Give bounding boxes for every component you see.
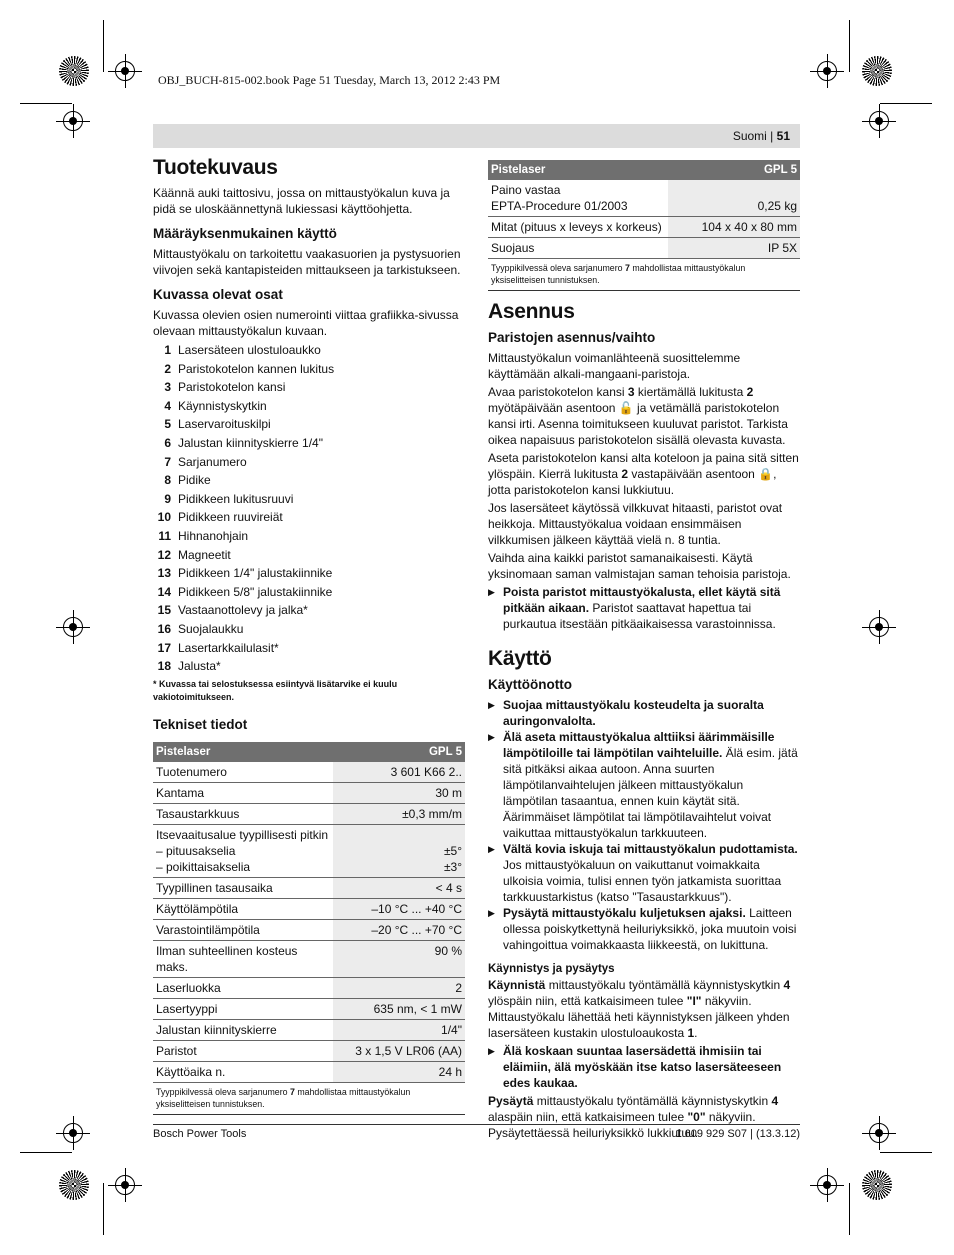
table-note: Tyyppikilvessä oleva sarjanumero 7 mahdollistaa mittaustyökalun yksiselitteisen tunnistuksen. — [488, 259, 800, 291]
subheading: Käyttöönotto — [488, 677, 572, 692]
crop-mark — [849, 20, 850, 72]
crop-mark — [880, 1152, 932, 1153]
parts-list-item: 4 Käynnistyskytkin — [164, 398, 267, 413]
table-row: Ilman suhteellinen kosteus maks. 90 % — [153, 940, 465, 977]
registration-star-icon — [59, 56, 89, 86]
parts-list-item: 13 Pidikkeen 1/4" jalustakiinnike — [157, 566, 333, 581]
parts-list-item: 14 Pidikkeen 5/8" jalustakiinnike — [157, 584, 333, 599]
section-title: Käyttö — [488, 647, 552, 670]
parts-list-item: 18 Jalusta* — [157, 659, 221, 674]
table-body — [488, 180, 800, 259]
header-separator: | — [766, 129, 777, 143]
registration-mark-icon — [869, 111, 889, 131]
crop-mark — [20, 103, 72, 104]
registration-mark-icon — [63, 111, 83, 131]
registration-mark-icon — [115, 61, 135, 81]
warning-item: ▶ Poista paristot mittaustyökalusta, ellet käytä sitä pitkään aikaan. Paristot saattavat hapettua tai purkautua itsestään pitkäaikaisessa varastoinnissa. — [488, 585, 781, 631]
registration-star-icon — [862, 56, 892, 86]
registration-star-icon — [862, 1170, 892, 1200]
page-number: 51 — [776, 129, 790, 143]
registration-star-icon — [59, 1170, 89, 1200]
parts-list-item: 7 Sarjanumero — [164, 454, 247, 469]
parts-list-item: 3 Paristokotelon kansi — [164, 380, 286, 395]
bullet-arrow-icon: ▶ — [488, 908, 495, 918]
table-header: GPL 5 — [333, 742, 465, 762]
table-row: Käyttölämpötila –10 °C ... +40 °C — [153, 898, 465, 919]
parts-list-item: 2 Paristokotelon kannen lukitus — [164, 361, 335, 376]
paragraph: Mittaustyökalu on tarkoitettu vaakasuorien ja pystysuorien viivojen sekä kantapisteiden mittaukseen ja tarkistukseen. — [153, 247, 461, 277]
parts-list-item: 10 Pidikkeen ruuvireiät — [157, 510, 283, 525]
subheading: Paristojen asennus/vaihto — [488, 330, 656, 345]
right-column — [488, 160, 800, 1143]
parts-list-item: 8 Pidike — [164, 473, 211, 488]
bullet-arrow-icon: ▶ — [488, 1046, 495, 1056]
subheading: Kuvassa olevat osat — [153, 287, 283, 302]
parts-list — [153, 341, 465, 676]
paragraph: Pysäytä mittaustyökalu työntämällä käynnistyskytkin 4 alaspäin niin, että katkaisimeen tulee "0" näkyviin. Pysäytettäessä heiluriyksikkö lukkiutuu. — [488, 1094, 779, 1140]
tech-data-table-continued — [488, 160, 800, 259]
crop-mark — [880, 103, 932, 104]
table-row: Tuotenumero 3 601 K66 2.. — [153, 762, 465, 783]
table-header: GPL 5 — [668, 160, 800, 180]
table-row: Mitat (pituus x leveys x korkeus) 104 x 40 x 80 mm — [488, 217, 800, 238]
registration-mark-icon — [63, 1123, 83, 1143]
warning-item: ▶ Suojaa mittaustyökalu kosteudelta ja suoralta auringonvalolta. — [488, 698, 764, 728]
registration-mark-icon — [63, 617, 83, 637]
table-row: Jalustan kiinnityskierre 1/4" — [153, 1019, 465, 1040]
table-row: Laserluokka 2 — [153, 977, 465, 998]
warning-item: ▶ Älä koskaan suuntaa lasersädettä ihmisiin tai eläimiin, älä myöskään itse katso lasersäteeseen edes kaukaa. — [488, 1044, 782, 1090]
page-footer — [153, 1124, 800, 1140]
warning-item: ▶ Älä aseta mittaustyökalua alttiiksi äärimmäisille lämpötiloille tai lämpötilan vaihteluille. Älä esim. jätä sitä pitkäksi aikaa autoon. Anna suurten lämpötilanvaihtelujen jälkeen mittaustyökalun lämpötilan tasaantua, ennen kuin käytät sitä. Äärimmäiset lämpötilat tai lämpötilavaihtelut voivat vaikuttaa mittaustyökalun tarkkuuteen. — [488, 730, 798, 840]
warning-item: ▶ Pysäytä mittaustyökalu kuljetuksen ajaksi. Laitteen ollessa poiskytkettynä heiluriyksikkö, joka muutoin voisi vahingoittua voimakkaasta liikkeestä, on lukittuna. — [488, 906, 797, 952]
section-title: Tuotekuvaus — [153, 156, 278, 179]
table-header: Pistelaser — [153, 742, 333, 762]
table-row: Tasaustarkkuus ±0,3 mm/m — [153, 803, 465, 824]
paragraph: Vaihda aina kaikki paristot samanaikaisesti. Käytä yksinomaan saman valmistajan saman tehoisia paristoja. — [488, 551, 791, 581]
parts-list-item: 6 Jalustan kiinnityskierre 1/4" — [164, 435, 323, 450]
table-row: Tyypillinen tasausaika < 4 s — [153, 877, 465, 898]
table-row: Lasertyyppi 635 nm, < 1 mW — [153, 998, 465, 1019]
registration-mark-icon — [869, 617, 889, 637]
paragraph: Aseta paristokotelon kansi alta koteloon ja paina sitä sitten ylöspäin. Kierrä lukitusta 2 vastapäivään asentoon 🔒, jotta paristokotelon kansi lukkiutuu. — [488, 451, 799, 497]
table-row: Suojaus IP 5X — [488, 238, 800, 259]
print-slug: OBJ_BUCH-815-002.book Page 51 Tuesday, March 13, 2012 2:43 PM — [158, 73, 501, 87]
bullet-arrow-icon: ▶ — [488, 844, 495, 854]
parts-list-item: 5 Laservaroituskilpi — [164, 417, 271, 432]
registration-mark-icon — [115, 1175, 135, 1195]
parts-list-item: 17 Lasertarkkailulasit* — [157, 640, 279, 655]
subheading: Tekniset tiedot — [153, 716, 248, 732]
registration-mark-icon — [817, 61, 837, 81]
footnote: * Kuvassa tai selostuksessa esiintyvä lisätarvike ei kuulu vakiotoimitukseen. — [153, 678, 398, 702]
registration-mark-icon — [869, 1123, 889, 1143]
paragraph: Käynnistä mittaustyökalu työntämällä käynnistyskytkin 4 ylöspäin niin, että katkaisimeen tulee "I" näkyviin. Mittaustyökalu lähettää heti käynnistyksen jälkeen yhden lasersäteen kustakin ulostuloaukosta 1. — [488, 978, 791, 1040]
paragraph: Käännä auki taittosivu, jossa on mittaustyökalun kuva ja pidä se uloskäännettynä lukiessasi käyttöohjetta. — [153, 186, 450, 216]
subheading: Käynnistys ja pysäytys — [488, 963, 615, 975]
paragraph: Kuvassa olevien osien numerointi viittaa grafiikka-sivussa olevaan mittaustyökalun kuvaan. — [153, 308, 459, 338]
paragraph: Jos lasersäteet käytössä vilkkuvat hitaasti, paristot ovat heikkoja. Mittaustyökalua voidaan ensimmäisen vilkkumisen jälkeen käyttää vielä n. 8 tuntia. — [488, 501, 783, 547]
table-note: Tyyppikilvessä oleva sarjanumero 7 mahdollistaa mittaustyökalun yksiselitteisen tunnistuksen. — [153, 1083, 465, 1115]
header-language: Suomi — [732, 129, 767, 143]
paragraph: Avaa paristokotelon kansi 3 kiertämällä lukitusta 2 myötäpäivään asentoon 🔓 ja vetämällä paristokotelon kansi irti. Asenna toimitukseen kuuluvat paristot. Tarkista oikea napaisuus paristokotelon sisällä olevasta kuvasta. — [488, 385, 788, 447]
footer-brand: Bosch Power Tools — [153, 1128, 247, 1140]
tech-data-table — [153, 742, 465, 1083]
footer-doc-id: 1 609 929 S07 | (13.3.12) — [675, 1128, 800, 1140]
crop-mark — [103, 1183, 104, 1235]
table-row: Paino vastaa EPTA-Procedure 01/2003 0,25 kg — [488, 180, 800, 217]
table-row: Käyttöaika n. 24 h — [153, 1061, 465, 1082]
section-title: Asennus — [488, 300, 575, 323]
table-row: Paristot 3 x 1,5 V LR06 (AA) — [153, 1040, 465, 1061]
table-body — [153, 762, 465, 1083]
parts-list-item: 9 Pidikkeen lukitusruuvi — [164, 491, 294, 506]
parts-list-item: 11 Hihnanohjain — [158, 528, 249, 543]
parts-list-item: 15 Vastaanottolevy ja jalka* — [157, 603, 308, 618]
crop-mark — [849, 1183, 850, 1235]
registration-mark-icon — [817, 1175, 837, 1195]
unlock-icon: 🔓 — [618, 401, 634, 415]
left-column — [153, 155, 465, 1115]
table-row: Itsevaaitusalue tyypillisesti pitkin – pituusakselia – poikittaisakselia ±5° ±3° — [153, 824, 465, 877]
table-row: Varastointilämpötila –20 °C ... +70 °C — [153, 919, 465, 940]
page-header — [153, 124, 800, 148]
subheading: Määräyksenmukainen käyttö — [153, 226, 337, 241]
bullet-arrow-icon: ▶ — [488, 700, 495, 710]
parts-list-item: 16 Suojalaukku — [157, 621, 244, 636]
parts-list-item: 12 Magneetit — [157, 547, 231, 562]
bullet-arrow-icon: ▶ — [488, 587, 495, 597]
crop-mark — [103, 20, 104, 72]
parts-list-item: 1 Lasersäteen ulostuloaukko — [164, 343, 321, 357]
warning-item: ▶ Vältä kovia iskuja tai mittaustyökalun pudottamista. Jos mittaustyökaluun on vaikuttanut voimakkaita ulkoisia voimia, tulisi ennen työn jatkamista suorittaa tarkkuustarkistus (katso "Tasaustarkkuus"). — [488, 842, 798, 904]
table-row: Kantama 30 m — [153, 782, 465, 803]
lock-icon: 🔒 — [758, 467, 774, 481]
bullet-arrow-icon: ▶ — [488, 732, 495, 742]
crop-mark — [20, 1152, 72, 1153]
paragraph: Mittaustyökalun voimanlähteenä suosittelemme käyttämään alkali-mangaani-paristoja. — [488, 351, 741, 381]
table-header: Pistelaser — [488, 160, 668, 180]
